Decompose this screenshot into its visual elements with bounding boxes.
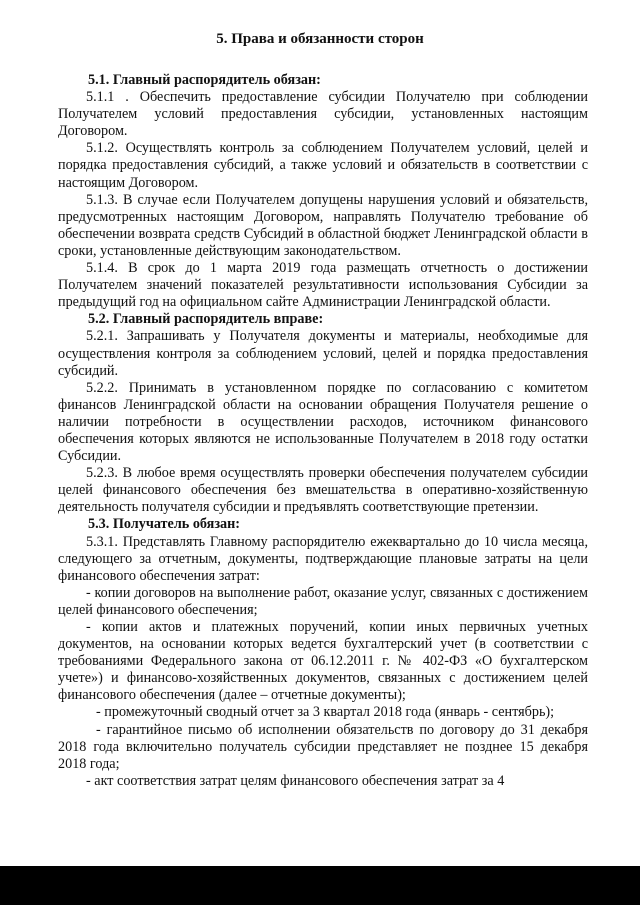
subsection-heading: 5.1. Главный распорядитель обязан: [88,72,321,88]
scan-border-bar [0,866,640,905]
document-body [58,72,588,790]
list-item: - копии актов и платежных поручений, копии иных первичных учетных документов, на основании которых ведется бухгалтерский учет (в соответствии с требованиями Федерального закона от 06.12.2011 г. № 402-ФЗ «О бухгалтерском учете») и финансово-хозяйственных документов, связанных с достижением целей финансового обеспечения (далее – отчетные документы); [58,619,588,704]
list-item: - копии договоров на выполнение работ, оказание услуг, связанных с достижением целей финансового обеспечения; [58,584,588,618]
section-title: 5. Права и обязанности сторон [216,31,424,47]
list-item: - промежуточный сводный отчет за 3 квартал 2018 года (январь - сентябрь); [96,704,555,721]
clause-paragraph: 5.1.1 . Обеспечить предоставление субсидии Получателю при соблюдении Получателем условий предоставления субсидии, установленных настоящим Договором. [58,89,588,140]
list-item: - гарантийное письмо об исполнении обязательств по договору до 31 декабря 2018 года включительно получатель субсидии представляет не позднее 15 декабря 2018 года; [58,721,588,772]
clause-paragraph: 5.2.3. В любое время осуществлять проверки обеспечения получателем субсидии целей финансового обеспечения без вмешательства в оперативно-хозяйственную деятельность получателя субсидии и предъявлять соответствующие претензии. [58,465,588,516]
clause-paragraph: 5.1.2. Осуществлять контроль за соблюдением Получателем условий, целей и порядка предоставления субсидий, а также условий и обязательств в соответствии с настоящим Договором. [58,140,588,191]
clause-paragraph: 5.2.2. Принимать в установленном порядке по согласованию с комитетом финансов Ленинградской области на основании обращения Получателя решение о наличии потребности в осуществлении расходов, источником финансового обеспечения которых являются не использованные Получателем в 2018 году остатки Субсидии. [58,379,588,465]
list-item: - акт соответствия затрат целям финансового обеспечения затрат за 4 [86,772,505,789]
clause-paragraph: 5.2.1. Запрашивать у Получателя документы и материалы, необходимые для осуществления контроля за соблюдением условий, целей и порядка предоставления субсидий. [58,328,588,379]
clause-paragraph: 5.3.1. Представлять Главному распорядителю ежеквартально до 10 числа месяца, следующего за отчетным, документы, подтверждающие плановые затраты на цели финансового обеспечения затрат: [58,533,588,584]
clause-paragraph: 5.1.3. В случае если Получателем допущены нарушения условий и обязательств, предусмотренных настоящим Договором, направлять Получателю требование об обеспечении возврата средств Субсидий в областной бюджет Ленинградской области в сроки, установленные действующим законодательством. [58,191,588,259]
clause-paragraph: 5.1.4. В срок до 1 марта 2019 года размещать отчетность о достижении Получателем значений показателей результативности использования Субсидии за предыдущий год на официальном сайте Администрации Ленинградской области. [58,260,588,311]
subsection-heading: 5.3. Получатель обязан: [88,516,241,533]
subsection-heading: 5.2. Главный распорядитель вправе: [88,311,324,328]
